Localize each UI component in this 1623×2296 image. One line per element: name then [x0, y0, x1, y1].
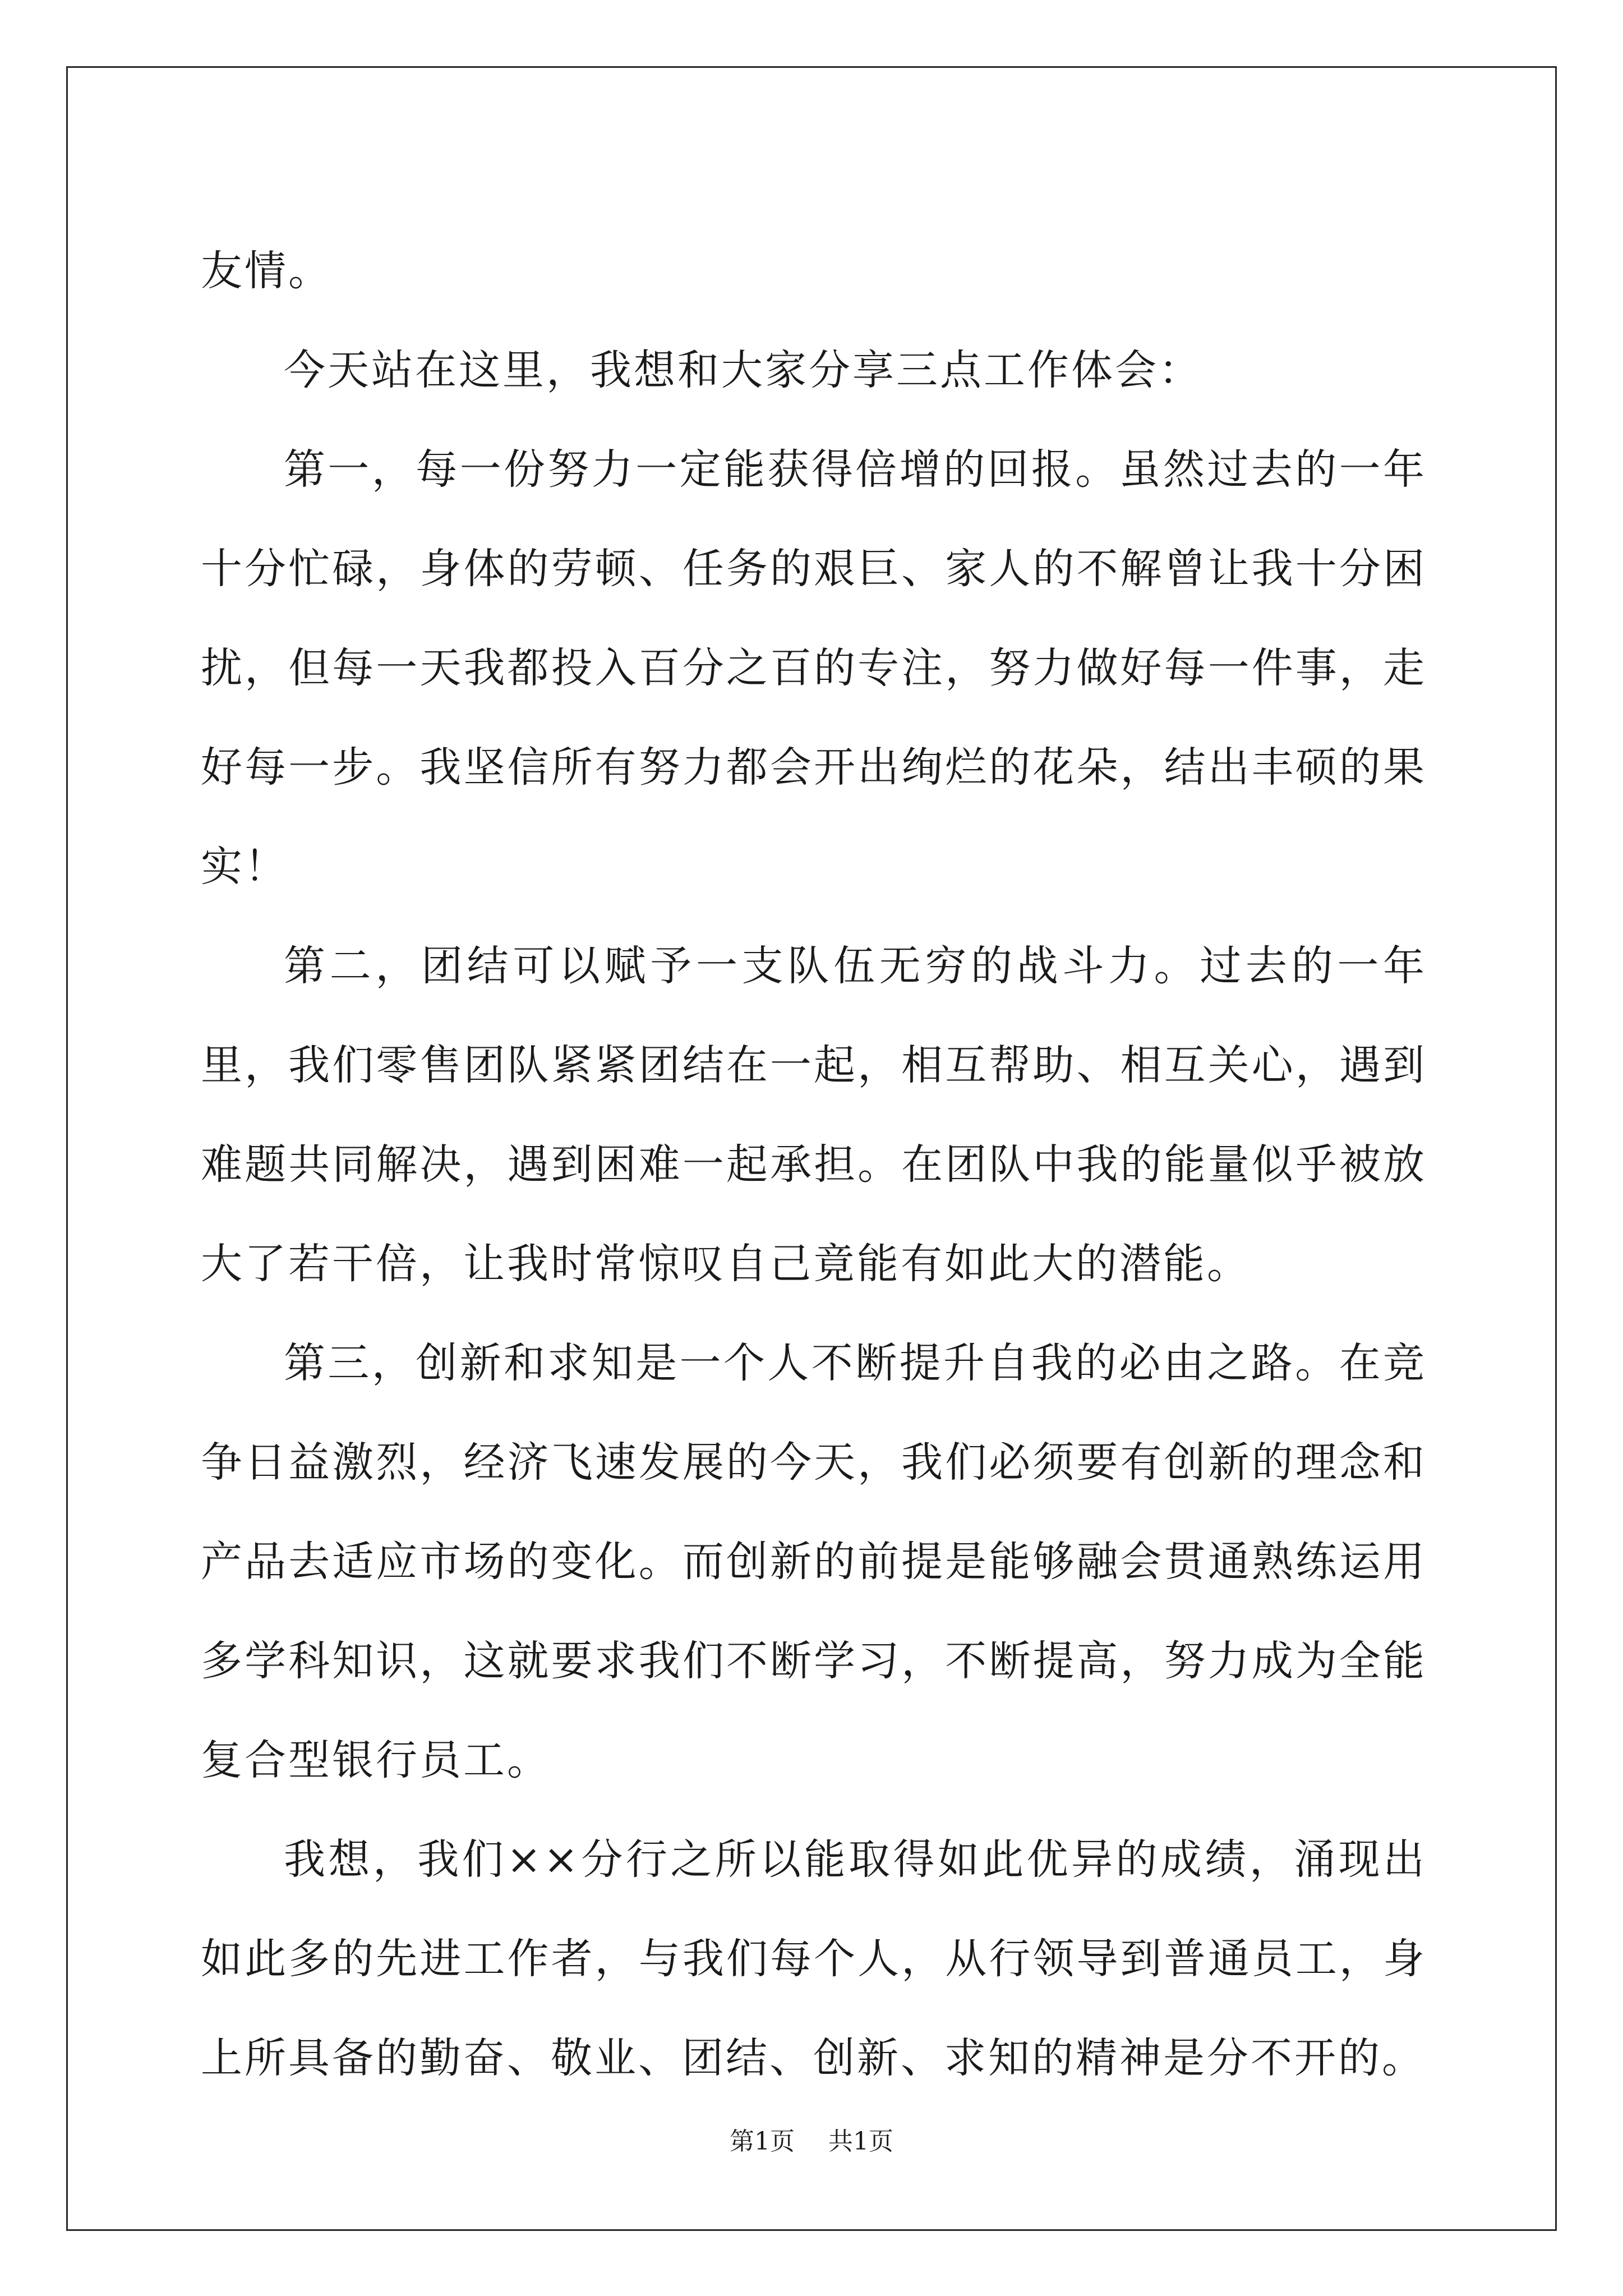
paragraph-1: 友情。	[201, 247, 332, 295]
page-footer	[0, 2126, 1623, 2157]
page-number: 第1页	[730, 2127, 795, 2156]
paragraph-4: 第二，团结可以赋予一支队伍无穷的战斗力。过去的一年里，我们零售团队紧紧团结在一起，相互帮助、相互关心，遇到难题共同解决，遇到困难一起承担。在团队中我的能量似乎被放大了若干倍，让我时常惊叹自己竟能有如此大的潜能。	[201, 942, 1427, 1288]
paragraph-2: 今天站在这里，我想和大家分享三点工作体会：	[284, 346, 1202, 394]
document-body	[201, 222, 1427, 2108]
page-total: 共1页	[828, 2127, 893, 2156]
paragraph-5: 第三，创新和求知是一个人不断提升自我的必由之路。在竞争日益激烈，经济飞速发展的今天，我们必须要有创新的理念和产品去适应市场的变化。而创新的前提是能够融会贯通熟练运用多学科知识，这就要求我们不断学习，不断提高，努力成为全能复合型银行员工。	[201, 1339, 1427, 1784]
paragraph-3: 第一，每一份努力一定能获得倍增的回报。虽然过去的一年十分忙碌，身体的劳顿、任务的艰巨、家人的不解曾让我十分困扰，但每一天我都投入百分之百的专注，努力做好每一件事，走好每一步。我坚信所有努力都会开出绚烂的花朵，结出丰硕的果实！	[201, 445, 1427, 891]
paragraph-6: 我想，我们××分行之所以能取得如此优异的成绩，涌现出如此多的先进工作者，与我们每个人，从行领导到普通员工，身上所具备的勤奋、敬业、团结、创新、求知的精神是分不开的。	[201, 1835, 1427, 2082]
